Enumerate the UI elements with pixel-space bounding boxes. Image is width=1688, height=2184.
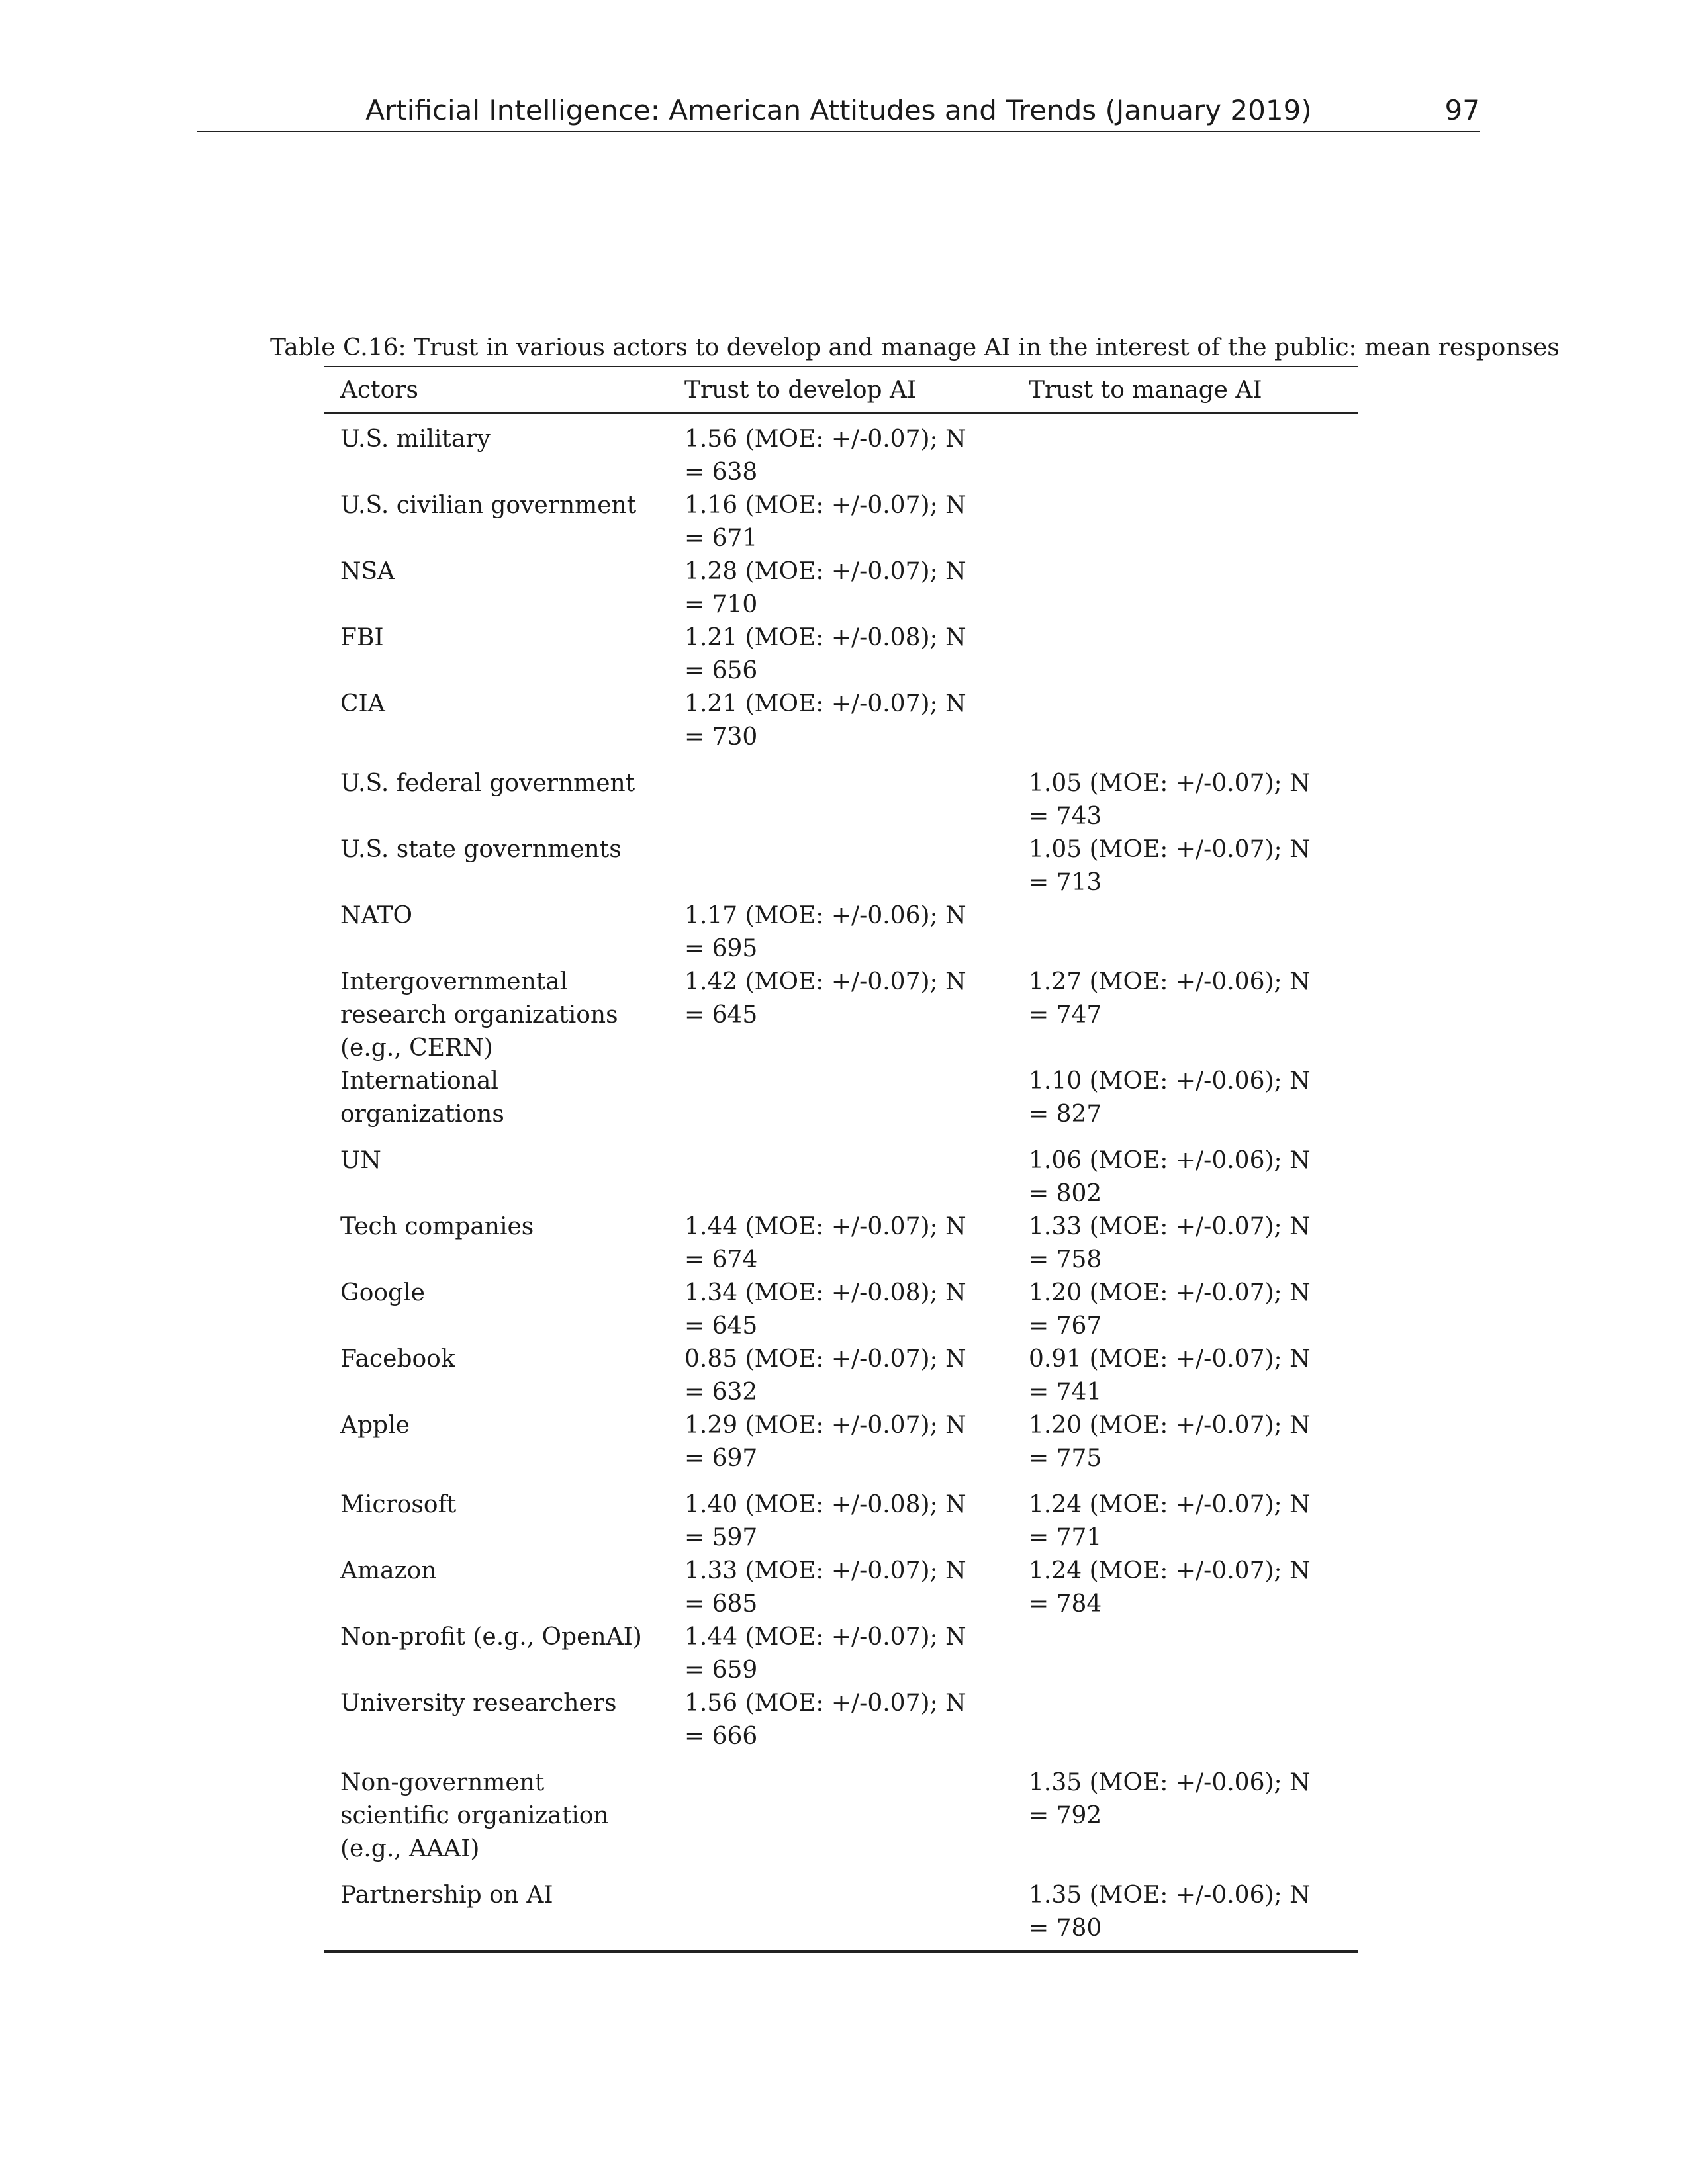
- actor-cell-text: Google: [340, 1279, 425, 1306]
- trust-manage-cell: [1013, 688, 1358, 754]
- actor-cell-text: UN: [340, 1147, 381, 1174]
- trust-manage-cell-text: 1.06 (MOE: +/-0.06); N = 802: [1029, 1147, 1311, 1207]
- trust-develop-cell-text: 1.34 (MOE: +/-0.08); N = 645: [684, 1279, 966, 1340]
- table-row: [324, 966, 1358, 1065]
- actor-cell: [324, 1621, 669, 1687]
- actor-cell: [324, 833, 669, 899]
- running-header: [197, 85, 1480, 132]
- actor-cell: [324, 555, 669, 621]
- actor-cell: [324, 1687, 669, 1753]
- trust-develop-cell: [669, 621, 1013, 688]
- trust-develop-cell: [669, 489, 1013, 555]
- actor-cell-text: U.S. federal government: [340, 770, 635, 797]
- running-title: Artificial Intelligence: American Attitudes and Trends (January 2019): [365, 94, 1312, 126]
- trust-manage-cell: [1013, 413, 1358, 489]
- trust-develop-cell: [669, 413, 1013, 489]
- actor-cell: [324, 966, 669, 1065]
- trust-manage-cell-text: 1.24 (MOE: +/-0.07); N = 784: [1029, 1557, 1311, 1617]
- trust-develop-cell-text: 1.17 (MOE: +/-0.06); N = 695: [684, 902, 966, 962]
- table-row: [324, 1065, 1358, 1131]
- table-row: [324, 1210, 1358, 1277]
- actor-cell-text: NATO: [340, 902, 413, 929]
- trust-develop-cell-text: 1.56 (MOE: +/-0.07); N = 638: [684, 426, 966, 486]
- table-row: [324, 1131, 1358, 1210]
- trust-develop-cell: [669, 754, 1013, 833]
- trust-develop-cell: [669, 966, 1013, 1065]
- trust-manage-cell: [1013, 1210, 1358, 1277]
- actor-cell-text: Non-government scientific organization (e.g., AAAI): [340, 1769, 609, 1862]
- actor-cell-text: U.S. state governments: [340, 836, 622, 863]
- trust-manage-cell: [1013, 1343, 1358, 1409]
- actor-cell: [324, 489, 669, 555]
- actor-cell: [324, 1555, 669, 1621]
- table-caption: Table C.16: Trust in various actors to develop and manage AI in the interest of the public: mean responses: [270, 334, 1560, 361]
- table-row: [324, 1687, 1358, 1753]
- table-row: [324, 1475, 1358, 1555]
- trust-manage-cell: [1013, 1621, 1358, 1687]
- trust-manage-cell-text: 1.33 (MOE: +/-0.07); N = 758: [1029, 1213, 1311, 1273]
- trust-develop-cell-text: 1.21 (MOE: +/-0.07); N = 730: [684, 690, 966, 751]
- trust-develop-cell-text: 1.56 (MOE: +/-0.07); N = 666: [684, 1690, 966, 1750]
- trust-manage-cell-text: 1.27 (MOE: +/-0.06); N = 747: [1029, 968, 1311, 1028]
- actor-cell: [324, 1343, 669, 1409]
- trust-manage-cell: [1013, 754, 1358, 833]
- actor-cell-text: Amazon: [340, 1557, 437, 1584]
- actor-cell: [324, 1753, 669, 1866]
- trust-develop-cell-text: 1.40 (MOE: +/-0.08); N = 597: [684, 1491, 966, 1551]
- trust-develop-cell: [669, 1866, 1013, 1952]
- trust-develop-cell: [669, 1210, 1013, 1277]
- actor-cell: [324, 1277, 669, 1343]
- actor-cell: [324, 899, 669, 966]
- trust-develop-cell-text: 1.28 (MOE: +/-0.07); N = 710: [684, 558, 966, 618]
- table-row: [324, 555, 1358, 621]
- actor-cell-text: U.S. civilian government: [340, 492, 637, 519]
- trust-manage-cell: [1013, 1065, 1358, 1131]
- actor-cell-text: International organizations: [340, 1068, 504, 1128]
- trust-manage-cell-text: 1.35 (MOE: +/-0.06); N = 792: [1029, 1769, 1311, 1829]
- trust-manage-cell: [1013, 1866, 1358, 1952]
- trust-develop-cell: [669, 1277, 1013, 1343]
- trust-manage-cell: [1013, 555, 1358, 621]
- trust-manage-cell: [1013, 966, 1358, 1065]
- trust-develop-cell: [669, 688, 1013, 754]
- trust-develop-cell: [669, 1621, 1013, 1687]
- trust-develop-cell: [669, 1343, 1013, 1409]
- actor-cell-text: Facebook: [340, 1345, 455, 1373]
- trust-table: [324, 366, 1358, 1953]
- trust-manage-cell-text: 1.05 (MOE: +/-0.07); N = 743: [1029, 770, 1311, 830]
- actor-cell: [324, 688, 669, 754]
- trust-develop-cell: [669, 1409, 1013, 1475]
- table-row: [324, 413, 1358, 489]
- actor-cell-text: FBI: [340, 624, 384, 651]
- table-body: [324, 413, 1358, 1952]
- trust-manage-cell-text: 0.91 (MOE: +/-0.07); N = 741: [1029, 1345, 1311, 1406]
- trust-develop-cell-text: 1.29 (MOE: +/-0.07); N = 697: [684, 1412, 966, 1472]
- table-row: [324, 1753, 1358, 1866]
- trust-develop-cell-text: 1.33 (MOE: +/-0.07); N = 685: [684, 1557, 966, 1617]
- trust-manage-cell: [1013, 1277, 1358, 1343]
- column-header-develop: Trust to develop AI: [684, 377, 917, 404]
- trust-develop-cell-text: 1.16 (MOE: +/-0.07); N = 671: [684, 492, 966, 552]
- actor-cell: [324, 1866, 669, 1952]
- trust-develop-cell: [669, 833, 1013, 899]
- actor-cell: [324, 413, 669, 489]
- trust-develop-cell: [669, 1555, 1013, 1621]
- trust-manage-cell-text: 1.10 (MOE: +/-0.06); N = 827: [1029, 1068, 1311, 1128]
- table-row: [324, 1621, 1358, 1687]
- trust-manage-cell: [1013, 1753, 1358, 1866]
- actor-cell: [324, 754, 669, 833]
- trust-develop-cell: [669, 1065, 1013, 1131]
- trust-manage-cell: [1013, 621, 1358, 688]
- actor-cell: [324, 1065, 669, 1131]
- actor-cell-text: Tech companies: [340, 1213, 534, 1240]
- trust-develop-cell: [669, 1687, 1013, 1753]
- actor-cell-text: CIA: [340, 690, 385, 717]
- actor-cell-text: Apple: [340, 1412, 410, 1439]
- table-row: [324, 1866, 1358, 1952]
- trust-manage-cell: [1013, 833, 1358, 899]
- table-row: [324, 1409, 1358, 1475]
- table-row: [324, 1555, 1358, 1621]
- trust-manage-cell-text: 1.20 (MOE: +/-0.07); N = 767: [1029, 1279, 1311, 1340]
- trust-manage-cell: [1013, 1555, 1358, 1621]
- table-row: [324, 899, 1358, 966]
- trust-develop-cell: [669, 555, 1013, 621]
- trust-manage-cell-text: 1.35 (MOE: +/-0.06); N = 780: [1029, 1882, 1311, 1942]
- table-row: [324, 1343, 1358, 1409]
- trust-manage-cell: [1013, 1687, 1358, 1753]
- actor-cell-text: NSA: [340, 558, 395, 585]
- actor-cell-text: Microsoft: [340, 1491, 457, 1518]
- trust-manage-cell-text: 1.05 (MOE: +/-0.07); N = 713: [1029, 836, 1311, 896]
- actor-cell: [324, 621, 669, 688]
- table-row: [324, 754, 1358, 833]
- trust-develop-cell-text: 1.44 (MOE: +/-0.07); N = 659: [684, 1623, 966, 1684]
- table-row: [324, 1277, 1358, 1343]
- actor-cell: [324, 1210, 669, 1277]
- trust-develop-cell: [669, 1475, 1013, 1555]
- actor-cell-text: Intergovernmental research organizations (e.g., CERN): [340, 968, 618, 1062]
- page-number: 97: [1444, 94, 1480, 126]
- table-row: [324, 621, 1358, 688]
- trust-develop-cell-text: 1.21 (MOE: +/-0.08); N = 656: [684, 624, 966, 684]
- column-header-manage: Trust to manage AI: [1029, 377, 1262, 404]
- trust-manage-cell: [1013, 899, 1358, 966]
- trust-manage-cell: [1013, 1409, 1358, 1475]
- table-container: [324, 366, 1358, 1953]
- trust-develop-cell: [669, 1753, 1013, 1866]
- actor-cell-text: University researchers: [340, 1690, 617, 1717]
- trust-manage-cell-text: 1.24 (MOE: +/-0.07); N = 771: [1029, 1491, 1311, 1551]
- table-row: [324, 489, 1358, 555]
- trust-manage-cell: [1013, 489, 1358, 555]
- actor-cell: [324, 1475, 669, 1555]
- table-row: [324, 833, 1358, 899]
- trust-develop-cell-text: 1.44 (MOE: +/-0.07); N = 674: [684, 1213, 966, 1273]
- table-row: [324, 688, 1358, 754]
- trust-develop-cell-text: 0.85 (MOE: +/-0.07); N = 632: [684, 1345, 966, 1406]
- actor-cell-text: U.S. military: [340, 426, 491, 453]
- actor-cell-text: Non-profit (e.g., OpenAI): [340, 1623, 642, 1651]
- trust-manage-cell-text: 1.20 (MOE: +/-0.07); N = 775: [1029, 1412, 1311, 1472]
- actor-cell: [324, 1409, 669, 1475]
- column-header-actors: Actors: [340, 377, 418, 404]
- trust-develop-cell: [669, 1131, 1013, 1210]
- trust-manage-cell: [1013, 1475, 1358, 1555]
- trust-develop-cell-text: 1.42 (MOE: +/-0.07); N = 645: [684, 968, 966, 1028]
- actor-cell: [324, 1131, 669, 1210]
- table-header-row: [324, 367, 1358, 413]
- trust-develop-cell: [669, 899, 1013, 966]
- trust-manage-cell: [1013, 1131, 1358, 1210]
- actor-cell-text: Partnership on AI: [340, 1882, 553, 1909]
